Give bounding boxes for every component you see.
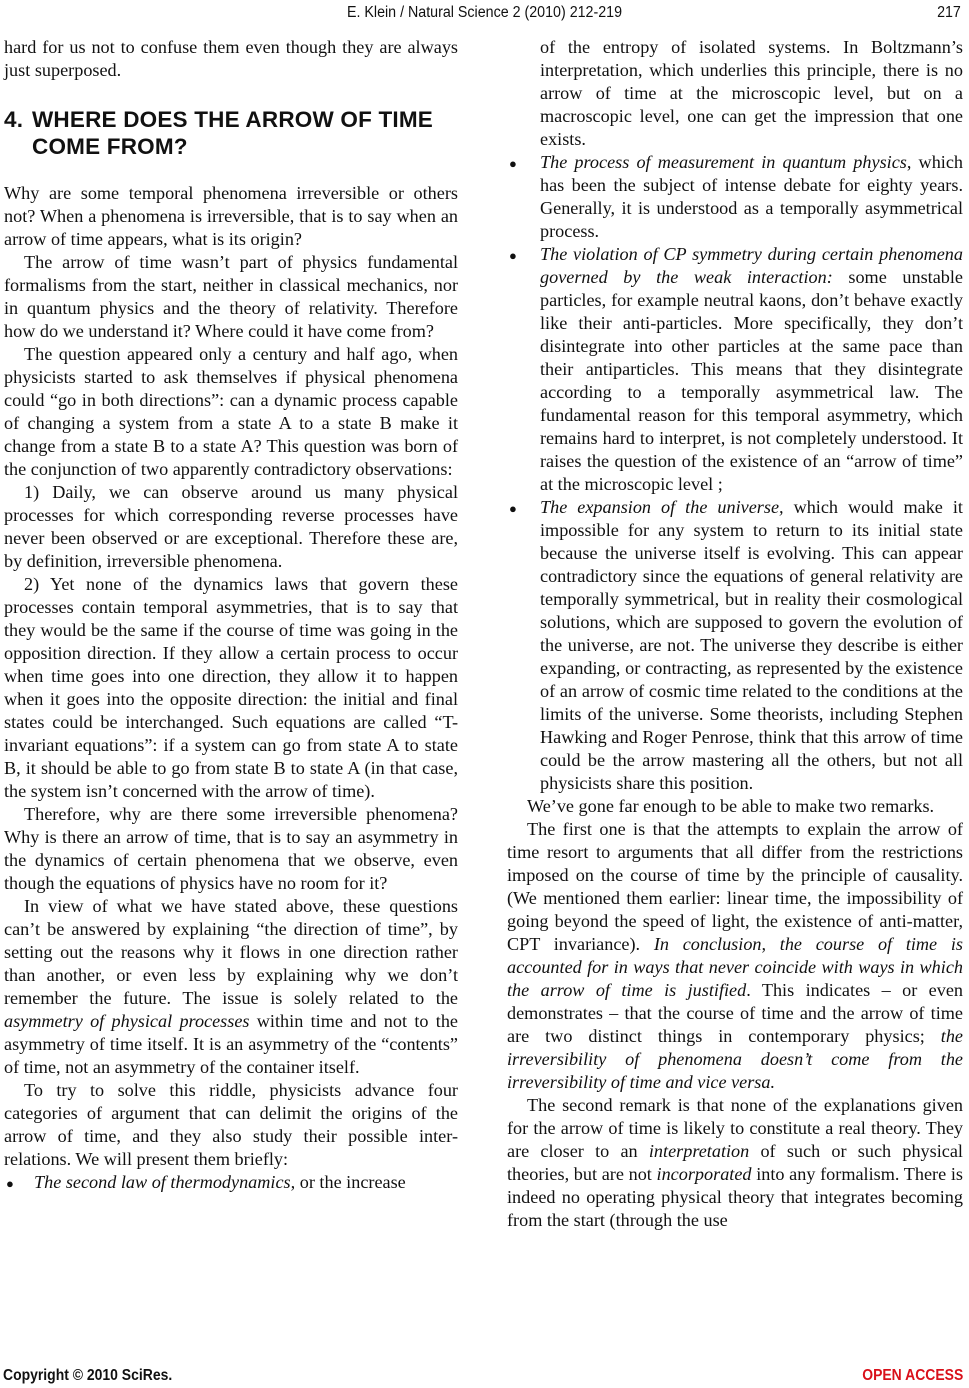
section-heading: [4, 106, 458, 160]
emphasis: interpretation: [648, 1141, 750, 1161]
paragraph: The arrow of time wasn’t part of physics fundamental formalisms from the start, neither in classical mechanics, nor in quantum physics and the theory of relativity. Therefore how do we understand it? Where could it have come from?: [4, 252, 458, 341]
paragraph: In view of what we have stated above, these questions can’t be answered by explaining “the direction of time”, by setting out the reasons why it flows in one direction rather than another, or even less by explaining why we don’t remember the future. The issue is solely related to the asymmetry of physical processes within time and not to the asymmetry of time itself. It is an asymmetry of the “contents” of time, not an asymmetry of the container itself.: [4, 896, 458, 1077]
page-number: 217: [937, 4, 961, 21]
list-item-continuation: of the entropy of isolated systems. In Boltzmann’s interpretation, which underlies this principle, there is no arrow of time at the microscopic level, but on a macroscopic level, one can get the impression that one exists.: [540, 37, 963, 149]
bullet-icon: ●: [509, 156, 517, 171]
argument-list: [4, 1171, 458, 1194]
observation-2: 2) Yet none of the dynamics laws that govern these processes contain temporal asymmetries, that is to say that they would be the same if the course of time was going in the opposition direction. If they allow a certain process to occur when time goes into one direction, they allow it to happen when it goes into the opposite direction: the initial and final states could be interchanged. Such equations are called “T-invariant equations”: if a system can go from state A to state B, it should be able to go from state B to state A (in that case, the system isn’t concerned with the arrow of time).: [4, 574, 458, 801]
bullet-icon: ●: [6, 1176, 14, 1191]
observation-1: 1) Daily, we can observe around us many physical processes for which corresponding reverse processes have never been observed or are exceptional. Therefore these are, by definition, irreversible phenomena.: [4, 482, 458, 571]
section-title: WHERE DOES THE ARROW OF TIME COME FROM?: [32, 107, 434, 159]
emphasis: The expansion of the universe,: [540, 497, 784, 517]
paragraph: The second remark is that none of the explanations given for the arrow of time is likely to constitute a real theory. They are closer to an interpretation of such or such physical theories, but are not incorporated into any formalism. There is indeed no operating physical theory that integrates becoming from the start (through the use: [507, 1095, 963, 1230]
emphasis: The second law of thermodynamics,: [34, 1172, 296, 1192]
copyright-notice: Copyright © 2010 SciRes.: [3, 1367, 173, 1384]
paragraph: Why are some temporal phenomena irreversible or others not? When a phenomena is irreversible, that is to say when an arrow of time appears, what is its origin?: [4, 183, 458, 249]
running-head: [0, 4, 969, 26]
list-item: ● The second law of thermodynamics, or the increase: [4, 1171, 458, 1194]
bullet-icon: ●: [509, 501, 517, 516]
list-item: ● The process of measurement in quantum physics, which has been the subject of intense debate for eighty years. Generally, it is understood as a temporally asymmetrical process.: [509, 152, 964, 241]
paragraph: The question appeared only a century and half ago, when physicists started to ask themselves if physical phenomena could “go in both directions”: can a dynamic process capable of changing a system from a state A to a state B make it change from a state B to a state A? This question was born of the conjunction of two apparently contradictory observations:: [4, 344, 458, 479]
emphasis: the irreversibility of phenomena doesn’t come from the irreversibility of time and vice versa.: [507, 1026, 963, 1092]
paragraph: The first one is that the attempts to explain the arrow of time resort to arguments that all differ from the restrictions imposed on the course of time by the principle of causality. (We mentioned them earlier: linear time, the impossibility of going beyond the speed of light, the existence of anti-matter, CPT invariance). In conclusion, the course of time is accounted for in ways that never coincide with ways in which the arrow of time is justified. This indicates – or even demonstrates – that the course of time and the arrow of time are two distinct things in contemporary physics; the irreversibility of phenomena doesn’t come from the irreversibility of time and vice versa.: [507, 819, 963, 1092]
emphasis: The process of measurement in quantum physics: [540, 152, 907, 172]
right-column: [507, 36, 963, 1232]
argument-list-continued: [507, 36, 963, 795]
emphasis: The violation of CP symmetry during certain phenomena governed by the weak interaction:: [540, 244, 963, 287]
list-item: ● The violation of CP symmetry during certain phenomena governed by the weak interaction: some unstable particles, for example neutral kaons, don’t behave exactly like their anti-particles. More specifically, they don’t disintegrate into other particles at the same pace than their antiparticles. This means that they disintegrate according to a temporally asymmetrical law. The fundamental reason for this temporal asymmetry, which remains hard to interpret, is not completely understood. It raises the question of the existence of an “arrow of time” at the microscopic level ;: [509, 244, 963, 494]
continued-paragraph: hard for us not to confuse them even though they are always just superposed.: [4, 37, 458, 80]
page-footer: [0, 1367, 969, 1387]
emphasis: asymmetry of physical processes: [4, 1011, 250, 1031]
bullet-icon: ●: [509, 248, 517, 263]
section-number: 4.: [4, 107, 24, 132]
emphasis: In conclusion, the course of time is accounted for in ways that never coincide with ways in which the arrow of time is justified: [507, 934, 963, 1000]
list-item: ● The expansion of the universe, which would make it impossible for any system to return to its initial state because the universe itself is evolving. This can appear contradictory since the equations of general relativity are temporally symmetrical, but in reality their cosmological solutions, which are supposed to govern the evolution of the universe, are not. The universe they describe is either expanding, or contracting, as represented by the existence of an arrow of cosmic time related to the conditions at the limits of the universe. Some theorists, including Stephen Hawking and Roger Penrose, think that this arrow of time could be the arrow mastering all the others, but not all physicists share this position.: [509, 497, 963, 793]
paragraph: Therefore, why are there some irreversible phenomena? Why is there an arrow of time, that is to say an asymmetry in the dynamics of certain phenomena that we observe, even though the equations of physics have no room for it?: [4, 804, 458, 893]
journal-citation: E. Klein / Natural Science 2 (2010) 212-219: [346, 4, 623, 21]
left-column: [4, 36, 458, 1194]
paragraph: To try to solve this riddle, physicists advance four categories of argument that can delimit the origins of the arrow of time, and they also study their possible inter-relations. We will present them briefly:: [4, 1080, 458, 1169]
paragraph: We’ve gone far enough to be able to make two remarks.: [527, 796, 935, 816]
emphasis: incorporated: [656, 1164, 752, 1184]
open-access-label: OPEN ACCESS: [861, 1367, 963, 1384]
